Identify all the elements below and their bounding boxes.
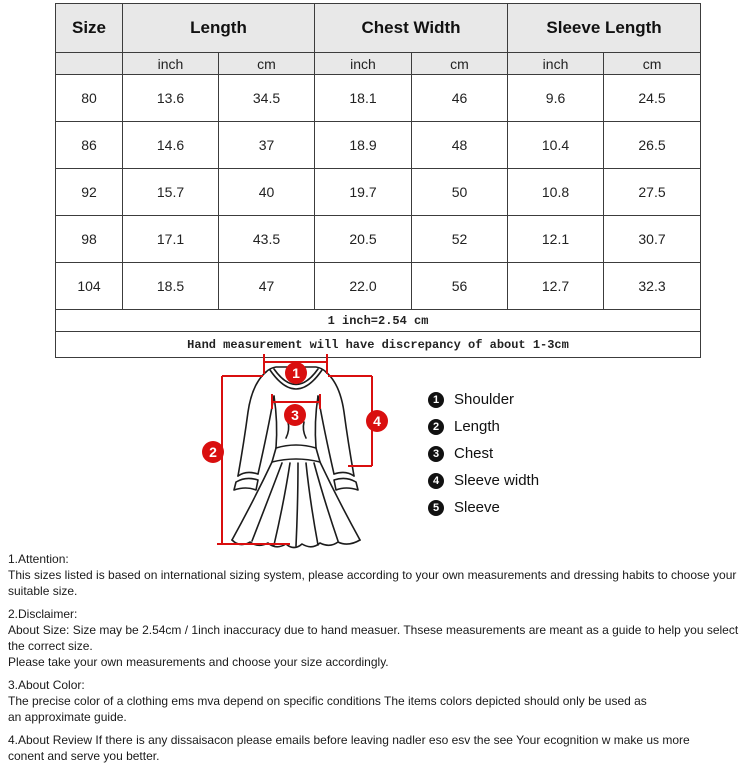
header-size: Size [56,4,123,53]
value-cell: 40 [219,169,315,216]
value-cell: 10.4 [508,122,604,169]
legend-label: Sleeve width [454,472,540,489]
attention-body: This sizes listed is based on international sizing system, please according to your own measurements and dressing habits to choose your suitable size. [8,568,737,598]
unit-cell: inch [123,53,219,75]
legend-item-sleeve-width [428,467,539,494]
legend-label: Shoulder [454,391,515,408]
legend-item-chest [428,440,539,467]
value-cell: 24.5 [604,75,701,122]
legend-label: Chest [454,445,494,462]
marker-number-3: 3 [291,407,299,423]
table-note-row [56,310,701,332]
value-cell: 34.5 [219,75,315,122]
circled-number-icon: 4 [428,473,444,489]
marker-number-2: 2 [209,444,217,460]
value-cell: 9.6 [508,75,604,122]
value-cell: 18.5 [123,263,219,310]
value-cell: 30.7 [604,216,701,263]
value-cell: 48 [412,122,508,169]
marker-number-4: 4 [373,413,381,429]
unit-cell-empty [56,53,123,75]
about-color-title: 3.About Color: [8,678,85,692]
size-table [55,3,701,358]
value-cell: 14.6 [123,122,219,169]
marker-number-1: 1 [292,365,300,381]
value-cell: 20.5 [315,216,412,263]
dress-measurement-diagram [188,350,412,562]
value-cell: 12.1 [508,216,604,263]
attention-section [8,551,744,599]
legend-item-sleeve [428,494,539,521]
disclaimer-body: Please take your own measurements and choose your size accordingly. [8,655,389,669]
value-cell: 47 [219,263,315,310]
table-header-row [56,4,701,53]
value-cell: 27.5 [604,169,701,216]
circled-number-icon: 3 [428,446,444,462]
header-chest-width: Chest Width [315,4,508,53]
value-cell: 56 [412,263,508,310]
unit-cell: inch [315,53,412,75]
value-cell: 18.1 [315,75,412,122]
about-review-body: conent and serve you better. [8,749,160,763]
about-color-body: an approximate guide. [8,710,127,724]
about-color-body: The precise color of a clothing ems mva depend on specific conditions The items colors depicted should only be used as [8,694,647,708]
disclaimer-title: 2.Disclaimer: [8,607,78,621]
legend-label: Length [454,418,500,435]
value-cell: 22.0 [315,263,412,310]
size-table-container [55,3,701,358]
measurement-markers [202,362,388,463]
size-cell: 98 [56,216,123,263]
size-cell: 104 [56,263,123,310]
legend-item-shoulder [428,386,539,413]
about-review-section [8,732,744,764]
unit-cell: cm [604,53,701,75]
measurement-legend [428,386,539,521]
value-cell: 52 [412,216,508,263]
header-sleeve-length: Sleeve Length [508,4,701,53]
table-row [56,169,701,216]
circled-number-icon: 5 [428,500,444,516]
about-review-body: 4.About Review If there is any dissaisacon please emails before leaving nadler eso esv the see Your ecognition w make us more [8,733,690,747]
size-cell: 86 [56,122,123,169]
value-cell: 18.9 [315,122,412,169]
value-cell: 17.1 [123,216,219,263]
value-cell: 15.7 [123,169,219,216]
table-row [56,75,701,122]
table-unit-row [56,53,701,75]
circled-number-icon: 1 [428,392,444,408]
notes-section [8,551,744,771]
conversion-note: 1 inch=2.54 cm [56,310,701,332]
size-cell: 80 [56,75,123,122]
legend-label: Sleeve [454,499,500,516]
unit-cell: cm [219,53,315,75]
table-row [56,263,701,310]
disclaimer-body: About Size: Size may be 2.54cm / 1inch inaccuracy due to hand measuer. Thsese measurements are meant as a guide to help you select the correct size. [8,623,739,653]
header-length: Length [123,4,315,53]
value-cell: 13.6 [123,75,219,122]
table-row [56,122,701,169]
value-cell: 19.7 [315,169,412,216]
table-row [56,216,701,263]
size-cell: 92 [56,169,123,216]
value-cell: 50 [412,169,508,216]
unit-cell: inch [508,53,604,75]
value-cell: 43.5 [219,216,315,263]
value-cell: 26.5 [604,122,701,169]
legend-item-length [428,413,539,440]
dress-outline [232,367,360,548]
unit-cell: cm [412,53,508,75]
measurement-note: Hand measurement will have discrepancy of about 1-3cm [56,332,701,358]
value-cell: 10.8 [508,169,604,216]
attention-title: 1.Attention: [8,552,69,566]
circled-number-icon: 2 [428,419,444,435]
about-color-section [8,677,744,725]
value-cell: 37 [219,122,315,169]
value-cell: 32.3 [604,263,701,310]
value-cell: 12.7 [508,263,604,310]
value-cell: 46 [412,75,508,122]
disclaimer-section [8,606,744,670]
